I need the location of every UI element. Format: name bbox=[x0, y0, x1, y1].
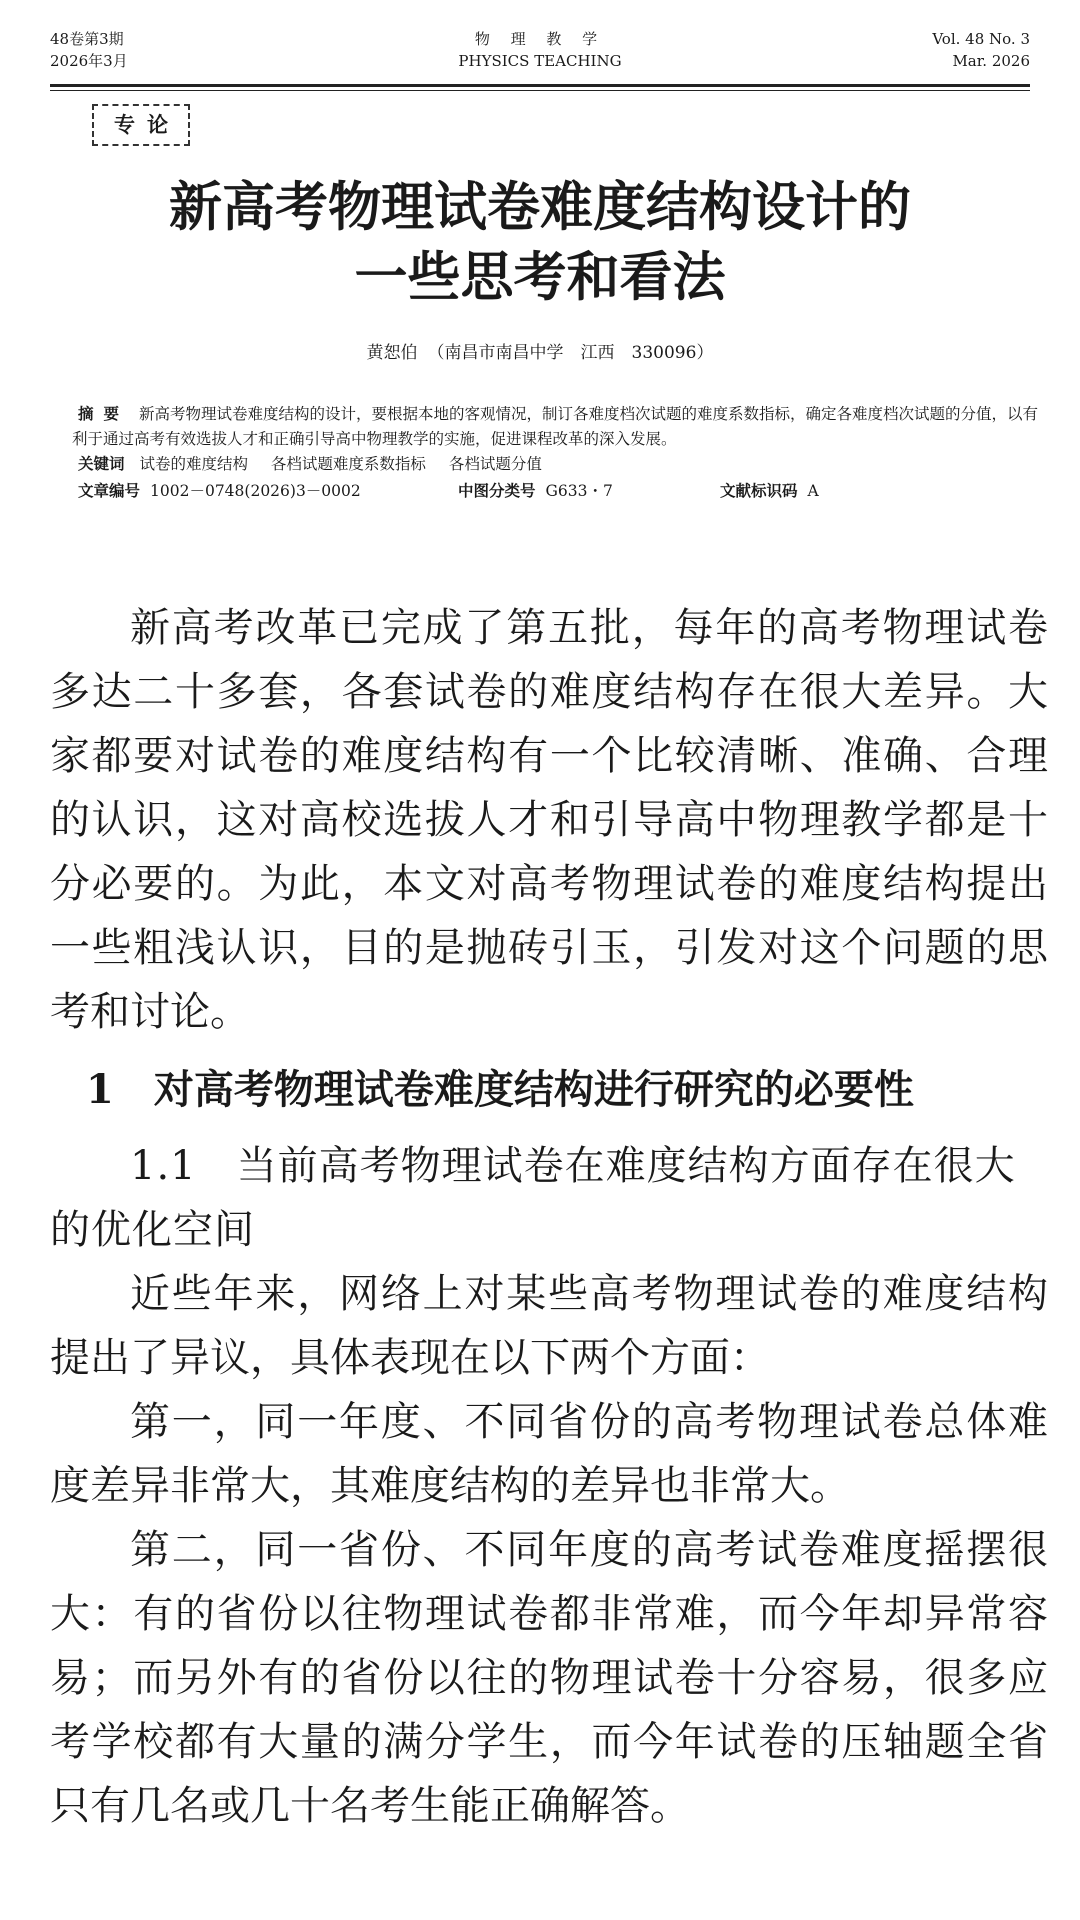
clc-label: 中图分类号 bbox=[458, 482, 536, 500]
keyword-item: 试卷的难度结构 bbox=[139, 455, 248, 473]
date-en: Mar. 2026 bbox=[952, 52, 1030, 70]
abstract-block bbox=[72, 402, 1048, 509]
abstract-label: 摘要 bbox=[78, 405, 130, 423]
header-rule-thick bbox=[50, 84, 1030, 87]
clc-number bbox=[458, 479, 613, 504]
title-line-1: 新高考物理试卷难度结构设计的 bbox=[169, 176, 911, 238]
volume-issue-en: Vol. 48 No. 3 bbox=[932, 30, 1030, 48]
document-code-value: A bbox=[807, 482, 819, 500]
body-paragraph: 第二，同一省份、不同年度的高考试卷难度摇摆很大：有的省份以往物理试卷都非常难，而今年却异常容易；而另外有的省份以往的物理试卷十分容易，很多应考学校都有大量的满分学生，而今年试卷的压轴题全省只有几名或几十名考生能正确解答。 bbox=[50, 1527, 1048, 1829]
document-code-label: 文献标识码 bbox=[720, 482, 798, 500]
keyword-item: 各档试题难度系数指标 bbox=[270, 455, 426, 473]
author-line bbox=[0, 340, 1080, 366]
header-right bbox=[932, 28, 1030, 72]
intro-paragraph: 新高考改革已完成了第五批，每年的高考物理试卷多达二十多套，各套试卷的难度结构存在很大差异。大家都要对试卷的难度结构有一个比较清晰、准确、合理的认识，这对高校选拔人才和引导高中物理教学都是十分必要的。为此，本文对高考物理试卷的难度结构提出一些粗浅认识，目的是抛砖引玉，引发对这个问题的思考和讨论。 bbox=[50, 605, 1048, 1035]
article-number bbox=[78, 479, 361, 504]
header-center bbox=[50, 28, 1030, 72]
clc-value: G633・7 bbox=[545, 482, 613, 500]
keywords-line bbox=[72, 452, 1048, 477]
section-title: 对高考物理试卷难度结构进行研究的必要性 bbox=[153, 1066, 914, 1113]
header-rule-thin bbox=[50, 90, 1030, 91]
abstract-text: 新高考物理试卷难度结构的设计，要根据本地的客观情况，制订各难度档次试题的难度系数指标，确定各难度档次试题的分值，以有利于通过高考有效选拔人才和正确引导高中物理教学的实施，促进课程改革的深入发展。 bbox=[72, 405, 1039, 448]
abstract bbox=[72, 402, 1048, 452]
title-line-2: 一些思考和看法 bbox=[354, 246, 726, 308]
running-header bbox=[50, 28, 1030, 88]
subsection-number: 1.1 bbox=[130, 1143, 197, 1189]
body-paragraph: 近些年来，网络上对某些高考物理试卷的难度结构提出了异议，具体表现在以下两个方面： bbox=[50, 1271, 1048, 1381]
article-number-value: 1002－0748(2026)3－0002 bbox=[150, 482, 361, 500]
article-number-label: 文章编号 bbox=[78, 482, 141, 500]
author-affiliation: （南昌市南昌中学 江西 330096） bbox=[427, 343, 714, 363]
section-number: 1 bbox=[86, 1066, 114, 1113]
column-badge: 专论 bbox=[92, 104, 190, 146]
subsection-title: 当前高考物理试卷在难度结构方面存在很大的优化空间 bbox=[50, 1143, 1016, 1253]
author-name: 黄恕伯 bbox=[366, 343, 418, 363]
section-heading bbox=[50, 1058, 1048, 1122]
keyword-item: 各档试题分值 bbox=[448, 455, 542, 473]
date-cn: 2026年3月 bbox=[50, 52, 128, 70]
volume-issue-cn: 48卷第3期 bbox=[50, 30, 124, 48]
body-paragraph: 第一，同一年度、不同省份的高考物理试卷总体难度差异非常大，其难度结构的差异也非常大。 bbox=[50, 1399, 1048, 1509]
journal-name-cn: 物 理 教 学 bbox=[474, 30, 606, 48]
article-body bbox=[50, 596, 1048, 1838]
subsection-heading bbox=[50, 1134, 1048, 1262]
keywords-label: 关键词 bbox=[78, 455, 125, 473]
document-code bbox=[720, 479, 819, 504]
journal-name-en: PHYSICS TEACHING bbox=[458, 52, 622, 70]
article-title bbox=[50, 172, 1030, 312]
article-meta-line bbox=[72, 479, 1048, 509]
